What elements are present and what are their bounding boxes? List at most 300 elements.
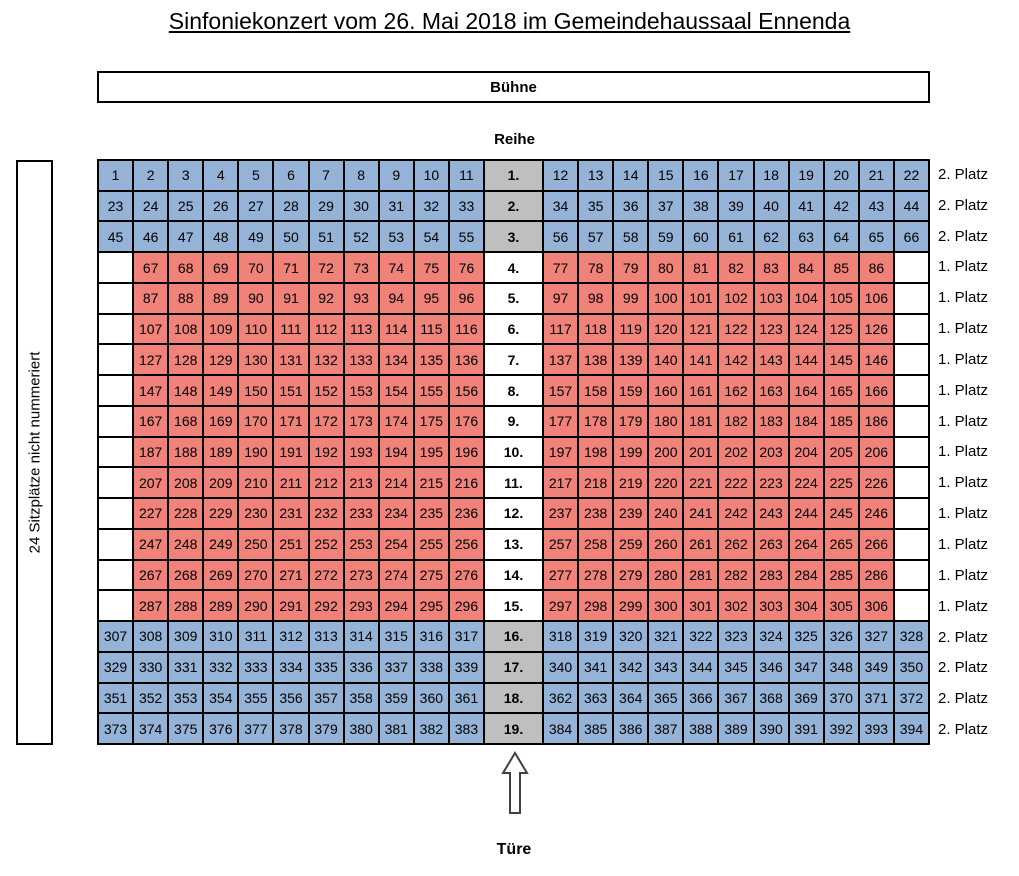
seat-cell: 70 [239,253,272,282]
seat-cell: 79 [614,253,647,282]
seat-cell: 84 [790,253,823,282]
side-note-box [16,160,53,745]
seat-cell: 358 [345,684,378,713]
seat-cell: 34 [544,192,577,221]
seat-cell: 343 [649,653,682,682]
seat-cell: 146 [860,345,893,374]
empty-seat-cell [99,561,132,590]
seat-cell: 373 [99,714,132,743]
seat-cell: 56 [544,222,577,251]
seat-cell: 7 [310,161,343,190]
seat-cell: 262 [719,530,752,559]
seat-cell: 101 [684,284,717,313]
seat-cell: 148 [169,376,202,405]
seat-cell: 319 [579,622,612,651]
empty-seat-cell [895,407,928,436]
platz-label: 1. Platz [938,381,989,399]
seat-cell: 329 [99,653,132,682]
seat-cell: 196 [450,438,483,467]
row-number-cell: 7. [485,345,542,374]
seat-cell: 132 [310,345,343,374]
seat-cell: 298 [579,591,612,620]
stage-box [97,71,930,103]
seat-cell: 381 [380,714,413,743]
seat-cell: 189 [204,438,237,467]
seat-cell: 178 [579,407,612,436]
seat-cell: 114 [380,315,413,344]
seat-cell: 378 [274,714,307,743]
seat-cell: 36 [614,192,647,221]
seat-cell: 119 [614,315,647,344]
platz-label: 2. Platz [938,721,989,739]
seat-cell: 15 [649,161,682,190]
seat-cell: 165 [825,376,858,405]
seat-cell: 363 [579,684,612,713]
seat-cell: 21 [860,161,893,190]
seat-cell: 156 [450,376,483,405]
seat-cell: 391 [790,714,823,743]
seat-cell: 289 [204,591,237,620]
platz-label: 2. Platz [938,690,989,708]
seat-cell: 9 [380,161,413,190]
seat-cell: 121 [684,315,717,344]
row-number-cell: 18. [485,684,542,713]
seat-cell: 48 [204,222,237,251]
seat-cell: 77 [544,253,577,282]
seat-cell: 123 [755,315,788,344]
platz-label: 1. Platz [938,443,989,461]
seat-cell: 125 [825,315,858,344]
seat-cell: 273 [345,561,378,590]
seat-cell: 188 [169,438,202,467]
seat-cell: 206 [860,438,893,467]
seat-cell: 11 [450,161,483,190]
seat-cell: 246 [860,499,893,528]
seat-cell: 266 [860,530,893,559]
seat-cell: 308 [134,622,167,651]
seat-cell: 277 [544,561,577,590]
seat-cell: 278 [579,561,612,590]
seat-cell: 359 [380,684,413,713]
seat-cell: 212 [310,468,343,497]
seat-cell: 322 [684,622,717,651]
seat-cell: 326 [825,622,858,651]
seat-cell: 205 [825,438,858,467]
seat-cell: 10 [415,161,448,190]
seat-cell: 177 [544,407,577,436]
seat-cell: 126 [860,315,893,344]
seat-cell: 179 [614,407,647,436]
platz-label: 1. Platz [938,536,989,554]
seat-cell: 201 [684,438,717,467]
seat-cell: 199 [614,438,647,467]
seat-cell: 220 [649,468,682,497]
seat-cell: 241 [684,499,717,528]
seat-cell: 39 [719,192,752,221]
seat-cell: 331 [169,653,202,682]
seat-cell: 174 [380,407,413,436]
seat-cell: 145 [825,345,858,374]
platz-labels [938,159,988,745]
seat-cell: 303 [755,591,788,620]
seat-cell: 142 [719,345,752,374]
seat-cell: 88 [169,284,202,313]
seat-cell: 42 [825,192,858,221]
seat-cell: 182 [719,407,752,436]
seat-grid [97,159,930,745]
seat-cell: 20 [825,161,858,190]
seat-cell: 267 [134,561,167,590]
seat-cell: 71 [274,253,307,282]
seat-cell: 185 [825,407,858,436]
seat-cell: 103 [755,284,788,313]
seat-cell: 130 [239,345,272,374]
seat-cell: 261 [684,530,717,559]
seat-cell: 17 [719,161,752,190]
seat-cell: 69 [204,253,237,282]
seat-cell: 224 [790,468,823,497]
empty-seat-cell [99,591,132,620]
seat-cell: 230 [239,499,272,528]
seat-cell: 368 [755,684,788,713]
seat-cell: 25 [169,192,202,221]
seat-cell: 215 [415,468,448,497]
empty-seat-cell [99,284,132,313]
seat-cell: 236 [450,499,483,528]
seat-cell: 80 [649,253,682,282]
seat-cell: 384 [544,714,577,743]
seat-cell: 81 [684,253,717,282]
seat-cell: 265 [825,530,858,559]
seat-cell: 312 [274,622,307,651]
seat-cell: 115 [415,315,448,344]
door-label: Türe [496,841,532,858]
platz-label: 1. Platz [938,566,989,584]
row-number-cell: 9. [485,407,542,436]
page-title: Sinfoniekonzert vom 26. Mai 2018 im Gemeindehaussaal Ennenda [168,8,851,34]
seat-cell: 128 [169,345,202,374]
seat-cell: 60 [684,222,717,251]
seat-cell: 171 [274,407,307,436]
seat-cell: 138 [579,345,612,374]
seat-cell: 40 [755,192,788,221]
seat-cell: 288 [169,591,202,620]
empty-seat-cell [895,591,928,620]
seat-cell: 348 [825,653,858,682]
seat-cell: 46 [134,222,167,251]
seat-cell: 256 [450,530,483,559]
seat-cell: 310 [204,622,237,651]
seat-cell: 304 [790,591,823,620]
platz-label: 1. Platz [938,597,989,615]
seat-cell: 14 [614,161,647,190]
empty-seat-cell [99,407,132,436]
seat-cell: 339 [450,653,483,682]
side-note-text: 24 Sitzplätze nicht nummeriert [26,351,44,554]
seat-cell: 98 [579,284,612,313]
seat-cell: 37 [649,192,682,221]
platz-label: 1. Platz [938,258,989,276]
empty-seat-cell [895,345,928,374]
up-arrow-icon [497,751,533,815]
seat-cell: 82 [719,253,752,282]
seat-cell: 204 [790,438,823,467]
seat-cell: 141 [684,345,717,374]
seat-cell: 85 [825,253,858,282]
seat-cell: 354 [204,684,237,713]
seat-cell: 307 [99,622,132,651]
seat-cell: 112 [310,315,343,344]
seat-cell: 57 [579,222,612,251]
row-number-cell: 10. [485,438,542,467]
seat-cell: 317 [450,622,483,651]
seat-cell: 65 [860,222,893,251]
seat-cell: 311 [239,622,272,651]
seat-cell: 44 [895,192,928,221]
seat-cell: 31 [380,192,413,221]
row-number-cell: 1. [485,161,542,190]
seat-cell: 168 [169,407,202,436]
seat-cell: 152 [310,376,343,405]
seat-cell: 129 [204,345,237,374]
seat-cell: 217 [544,468,577,497]
seat-cell: 157 [544,376,577,405]
empty-seat-cell [99,253,132,282]
seat-cell: 313 [310,622,343,651]
seat-cell: 314 [345,622,378,651]
row-number-cell: 12. [485,499,542,528]
platz-label: 2. Platz [938,628,989,646]
seat-cell: 106 [860,284,893,313]
seat-cell: 6 [274,161,307,190]
seat-cell: 345 [719,653,752,682]
seat-cell: 23 [99,192,132,221]
seat-cell: 61 [719,222,752,251]
seat-cell: 172 [310,407,343,436]
empty-seat-cell [99,499,132,528]
empty-seat-cell [99,315,132,344]
seat-cell: 118 [579,315,612,344]
seat-cell: 235 [415,499,448,528]
seat-cell: 190 [239,438,272,467]
seat-cell: 100 [649,284,682,313]
seat-cell: 47 [169,222,202,251]
seat-cell: 176 [450,407,483,436]
seat-cell: 392 [825,714,858,743]
seat-cell: 279 [614,561,647,590]
seat-cell: 167 [134,407,167,436]
seat-cell: 153 [345,376,378,405]
seat-cell: 365 [649,684,682,713]
seat-cell: 161 [684,376,717,405]
seat-cell: 346 [755,653,788,682]
seat-cell: 30 [345,192,378,221]
seat-cell: 198 [579,438,612,467]
empty-seat-cell [895,561,928,590]
row-header-label: Reihe [494,131,535,148]
row-number-cell: 15. [485,591,542,620]
seat-cell: 109 [204,315,237,344]
seat-cell: 2 [134,161,167,190]
seat-cell: 335 [310,653,343,682]
row-number-cell: 4. [485,253,542,282]
seat-cell: 285 [825,561,858,590]
seat-cell: 94 [380,284,413,313]
seat-cell: 219 [614,468,647,497]
seat-cell: 242 [719,499,752,528]
seat-cell: 237 [544,499,577,528]
seat-cell: 62 [755,222,788,251]
empty-seat-cell [99,438,132,467]
seat-cell: 191 [274,438,307,467]
seat-cell: 192 [310,438,343,467]
seat-cell: 324 [755,622,788,651]
seat-cell: 181 [684,407,717,436]
seat-cell: 338 [415,653,448,682]
seat-cell: 305 [825,591,858,620]
seat-cell: 92 [310,284,343,313]
seat-cell: 111 [274,315,307,344]
seat-cell: 221 [684,468,717,497]
seat-cell: 154 [380,376,413,405]
seat-cell: 209 [204,468,237,497]
seat-cell: 8 [345,161,378,190]
seat-cell: 184 [790,407,823,436]
seat-cell: 19 [790,161,823,190]
seat-cell: 59 [649,222,682,251]
seat-cell: 52 [345,222,378,251]
seat-cell: 122 [719,315,752,344]
seat-cell: 194 [380,438,413,467]
seat-cell: 93 [345,284,378,313]
seat-cell: 301 [684,591,717,620]
empty-seat-cell [895,284,928,313]
seat-cell: 149 [204,376,237,405]
seat-cell: 187 [134,438,167,467]
seat-cell: 91 [274,284,307,313]
seat-cell: 244 [790,499,823,528]
seat-cell: 293 [345,591,378,620]
seat-cell: 290 [239,591,272,620]
seat-cell: 252 [310,530,343,559]
seat-cell: 133 [345,345,378,374]
seat-cell: 210 [239,468,272,497]
seat-cell: 50 [274,222,307,251]
seat-cell: 55 [450,222,483,251]
seat-cell: 49 [239,222,272,251]
seat-cell: 366 [684,684,717,713]
seat-cell: 218 [579,468,612,497]
seat-cell: 86 [860,253,893,282]
seat-cell: 295 [415,591,448,620]
seat-cell: 315 [380,622,413,651]
empty-seat-cell [895,253,928,282]
seat-cell: 195 [415,438,448,467]
row-number-cell: 16. [485,622,542,651]
empty-seat-cell [99,345,132,374]
seat-cell: 58 [614,222,647,251]
seat-cell: 372 [895,684,928,713]
seat-cell: 96 [450,284,483,313]
seat-cell: 380 [345,714,378,743]
seat-cell: 140 [649,345,682,374]
seat-cell: 367 [719,684,752,713]
seat-cell: 175 [415,407,448,436]
seat-cell: 45 [99,222,132,251]
seat-cell: 139 [614,345,647,374]
seat-cell: 274 [380,561,413,590]
seat-cell: 302 [719,591,752,620]
seat-cell: 223 [755,468,788,497]
seat-cell: 207 [134,468,167,497]
seat-cell: 240 [649,499,682,528]
seat-cell: 299 [614,591,647,620]
seat-cell: 203 [755,438,788,467]
seat-cell: 255 [415,530,448,559]
seat-cell: 336 [345,653,378,682]
platz-label: 2. Platz [938,659,989,677]
seat-cell: 231 [274,499,307,528]
seat-cell: 253 [345,530,378,559]
platz-label: 1. Platz [938,412,989,430]
seat-cell: 232 [310,499,343,528]
seat-cell: 388 [684,714,717,743]
seat-cell: 170 [239,407,272,436]
row-number-cell: 3. [485,222,542,251]
seat-cell: 160 [649,376,682,405]
seat-cell: 216 [450,468,483,497]
seat-cell: 347 [790,653,823,682]
seat-cell: 200 [649,438,682,467]
empty-seat-cell [895,438,928,467]
seat-cell: 270 [239,561,272,590]
seat-cell: 193 [345,438,378,467]
row-number-cell: 17. [485,653,542,682]
seat-cell: 350 [895,653,928,682]
seat-cell: 5 [239,161,272,190]
seat-cell: 327 [860,622,893,651]
seat-cell: 169 [204,407,237,436]
seat-cell: 306 [860,591,893,620]
seat-cell: 282 [719,561,752,590]
seat-cell: 284 [790,561,823,590]
seat-cell: 316 [415,622,448,651]
seat-cell: 135 [415,345,448,374]
seat-cell: 362 [544,684,577,713]
seat-cell: 387 [649,714,682,743]
seat-cell: 377 [239,714,272,743]
seat-cell: 228 [169,499,202,528]
seat-cell: 286 [860,561,893,590]
seat-cell: 110 [239,315,272,344]
seat-cell: 127 [134,345,167,374]
seat-cell: 233 [345,499,378,528]
empty-seat-cell [895,530,928,559]
seat-cell: 332 [204,653,237,682]
seat-cell: 281 [684,561,717,590]
empty-seat-cell [99,530,132,559]
seat-cell: 379 [310,714,343,743]
seat-cell: 4 [204,161,237,190]
seat-cell: 234 [380,499,413,528]
seat-cell: 117 [544,315,577,344]
seat-cell: 131 [274,345,307,374]
seat-cell: 3 [169,161,202,190]
seat-cell: 186 [860,407,893,436]
seat-cell: 250 [239,530,272,559]
seat-cell: 268 [169,561,202,590]
seat-cell: 239 [614,499,647,528]
